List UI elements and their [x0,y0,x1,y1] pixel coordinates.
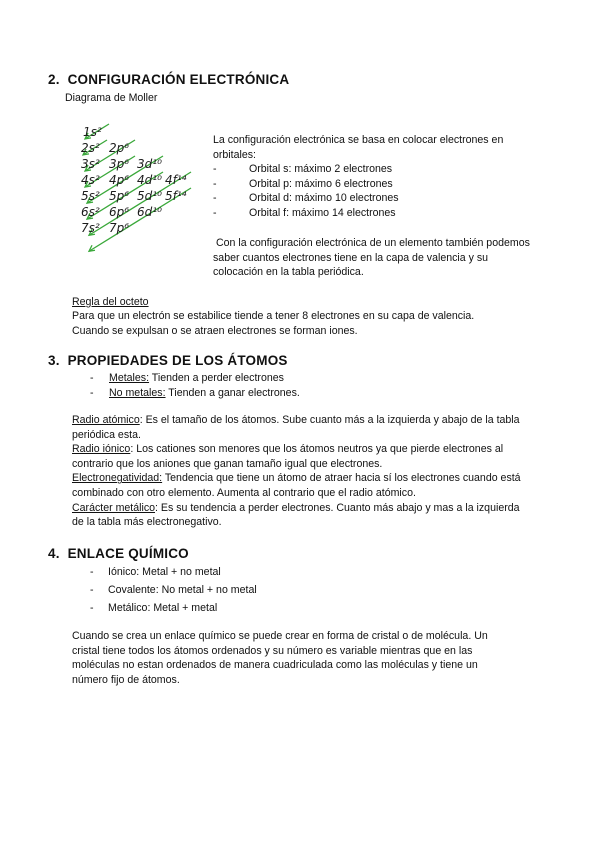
bond-bullets [90,563,257,617]
orbital-label: 3p⁶ [109,157,130,171]
orbital-label: 7s² [81,221,100,235]
prop-radio-atomico: Radio atómico: Es el tamaño de los átomos. Sube cuanto más a la izquierda y abajo de la tabla periódica esta. [72,414,520,441]
orbital-label: 7p⁶ [109,221,130,235]
bond-paragraph: Cuando se crea un enlace químico se puede crear en forma de cristal o de molécula. Un cristal tiene todos los átomos ordenados y su número es variable mientras que en las moléculas no estan ordenados de manera cuadriculada como las moléculas y tiene un número fijo de átomos. [72,630,488,686]
section-2-title: CONFIGURACIÓN ELECTRÓNICA [67,72,290,87]
list-item: - No metales: Tienden a ganar electrones. [90,386,300,399]
list-item: - Covalente: No metal + no metal [90,584,257,596]
property-bullets [90,371,300,400]
prop-caracter-metalico: Carácter metálico: Es su tendencia a perder electrones. Cuanto más abajo y mas a la izquierda de la tabla más electronegativo. [72,501,520,529]
orbital-label: 4f¹⁴ [165,173,187,187]
diagram-subtitle: Diagrama de Moller [65,92,158,104]
orbital-label: 5p⁶ [109,189,130,203]
octet-heading: Regla del octeto [72,296,149,308]
orbital-label: 4d¹⁰ [137,173,162,187]
section-3-number: 3. [48,353,60,368]
orbital-label: 4s² [81,173,100,187]
orbital-label: 5d¹⁰ [137,189,162,203]
section-3-heading [48,353,288,368]
orbital-label: 3d¹⁰ [137,157,162,171]
octet-text: Para que un electrón se estabilice tiende a tener 8 electrones en su capa de valencia. Cuando se expulsan o se atraen electrones se forman iones. [72,310,475,337]
section-2-heading [48,72,289,87]
orbital-label: 2s² [81,141,100,155]
section-4-number: 4. [48,546,60,561]
orbital-label: 6s² [81,205,100,219]
config-text: Con la configuración electrónica de un elemento también podemos saber cuantos electrones tiene en la capa de valencia y su colocación en la tabla periódica. [213,237,530,279]
moller-diagram [55,120,205,270]
list-item: - Orbital d: máximo 10 electrones [213,192,399,205]
orbital-label: 2p⁶ [109,141,130,155]
orbital-label: 4p⁶ [109,173,130,187]
list-item: - Orbital p: máximo 6 electrones [213,177,393,190]
orbital-label: 6d¹⁰ [137,205,162,219]
orbital-label: 5s² [81,189,100,203]
section-2-number: 2. [48,72,60,87]
diagram-labels [81,125,187,235]
list-item: - Orbital f: máximo 14 electrones [213,206,396,219]
list-item: - Metálico: Metal + metal [90,602,218,614]
section-4-heading [48,546,189,561]
orbital-label: 5f¹⁴ [165,189,187,203]
orbital-list [213,162,533,220]
orbital-label: 3s² [81,157,100,171]
section-3-title: PROPIEDADES DE LOS ÁTOMOS [67,353,288,368]
properties-block [72,413,524,530]
orbital-label: 6p⁶ [109,205,130,219]
prop-electronegatividad: Electronegatividad: Tendencia que tiene un átomo de atraer hacia sí los electrones cuando está combinado con otro elemento. Aumenta al contrario que el radio atómico. [72,472,521,499]
list-item: - Metales: Tienden a perder electrones [90,372,284,384]
prop-radio-ionico: Radio iónico: Los cationes son menores que los átomos neutros ya que pierde electrones al contrario que los aniones que ganan tamaño igual que electrones. [72,443,504,470]
section-4-title: ENLACE QUÍMICO [67,546,189,561]
orbital-label: 1s² [83,125,102,139]
list-item: - Iónico: Metal + no metal [90,566,221,578]
list-item: - Orbital s: máximo 2 electrones [213,163,393,175]
config-intro: La configuración electrónica se basa en colocar electrones en orbitales: [213,134,504,161]
